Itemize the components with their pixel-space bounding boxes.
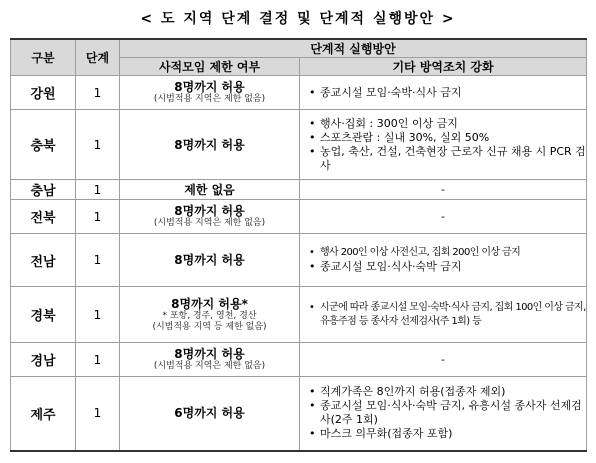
page-title: < 도 지역 단계 결정 및 단계적 실행방안 > [140,11,456,27]
gathering-limit: 제한 없음 [184,182,235,197]
measure-item: • 행사·집회 : 300인 이상 금지 [308,117,586,131]
gathering-limit: 8명까지 허용 [174,347,245,361]
measure-item: • 직계가족은 8인까지 허용(접종자 제외) [308,385,586,399]
gathering-cell [120,110,300,180]
step-value: 1 [76,76,120,110]
region-name: 경북 [11,287,76,343]
gathering-limit: 8명까지 허용* [171,296,248,311]
region-name: 전북 [11,200,76,234]
gathering-footnote: * 포항, 경주, 영천, 경산 [162,310,257,321]
step-value: 1 [76,377,120,451]
region-name: 충북 [11,110,76,180]
gathering-cell [120,234,300,287]
gathering-cell [120,287,300,343]
region-name: 제주 [11,377,76,451]
gathering-cell [120,200,300,234]
region-name: 경남 [11,343,76,377]
step-value: 1 [76,287,120,343]
measures-empty: - [300,180,587,200]
gathering-note: (시범적용 지역은 제한 없음) [153,361,266,371]
gathering-limit: 8명까지 허용 [174,137,245,152]
gathering-cell [120,377,300,451]
gathering-note: (시범적용 지역은 제한 없음) [153,218,266,228]
step-value: 1 [76,234,120,287]
gathering-limit: 6명까지 허용 [174,406,245,421]
gathering-cell [120,180,300,200]
table-row [11,110,587,180]
table-row [11,343,587,377]
header-step: 단계 [76,39,120,76]
gathering-cell [120,343,300,377]
step-value: 1 [76,180,120,200]
measures-cell [300,377,587,451]
measures-cell [300,287,587,343]
measure-item: • 행사 200인 이상 사전신고, 집회 200인 이상 금지 [308,246,586,260]
region-name: 충남 [11,180,76,200]
measures-empty: - [300,200,587,234]
table-row [11,76,587,110]
measure-item: • 종교시설 모임·식사·숙박 금지, 유흥시설 종사자 선제검사(2주 1회) [308,399,586,427]
header-plan: 단계적 실행방안 [120,39,587,58]
measures-cell [300,110,587,180]
measure-item: • 종교시설 모임·식사·숙박 금지 [308,260,586,274]
gathering-limit: 8명까지 허용 [174,80,245,94]
gathering-limit: 8명까지 허용 [174,253,245,267]
table-row [11,200,587,234]
table-row [11,180,587,200]
gathering-note: (시범적용 지역 등 제한 없음) [152,321,267,332]
region-name: 전남 [11,234,76,287]
measures-empty: - [300,343,587,377]
measure-item: • 스포츠관람 : 실내 30%, 실외 50% [308,131,586,145]
region-name: 강원 [11,76,76,110]
measures-cell [300,234,587,287]
region-step-table [10,38,587,452]
header-gathering: 사적모임 제한 여부 [120,58,300,76]
table-row [11,377,587,451]
table-row [11,234,587,287]
gathering-note: (시범적용 지역은 제한 없음) [153,94,266,104]
gathering-limit: 8명까지 허용 [174,204,245,218]
measure-item: • 종교시설 모임·숙박·식사 금지 [308,86,586,100]
step-value: 1 [76,110,120,180]
header-region: 구분 [11,39,76,76]
gathering-cell [120,76,300,110]
step-value: 1 [76,343,120,377]
header-other-measures: 기타 방역조치 강화 [300,58,587,76]
measures-cell [300,76,587,110]
measure-item: • 시군에 따라 종교시설 모임·숙박·식사 금지, 집회 100인 이상 금지, 유흥주점 등 종사자 선제검사(주 1회) 등 [308,301,586,329]
measure-item: • 농업, 축산, 건설, 건축현장 근로자 신규 채용 시 PCR 검사 [308,145,586,173]
step-value: 1 [76,200,120,234]
table-row [11,287,587,343]
measure-item: • 마스크 의무화(접종자 포함) [308,427,586,441]
